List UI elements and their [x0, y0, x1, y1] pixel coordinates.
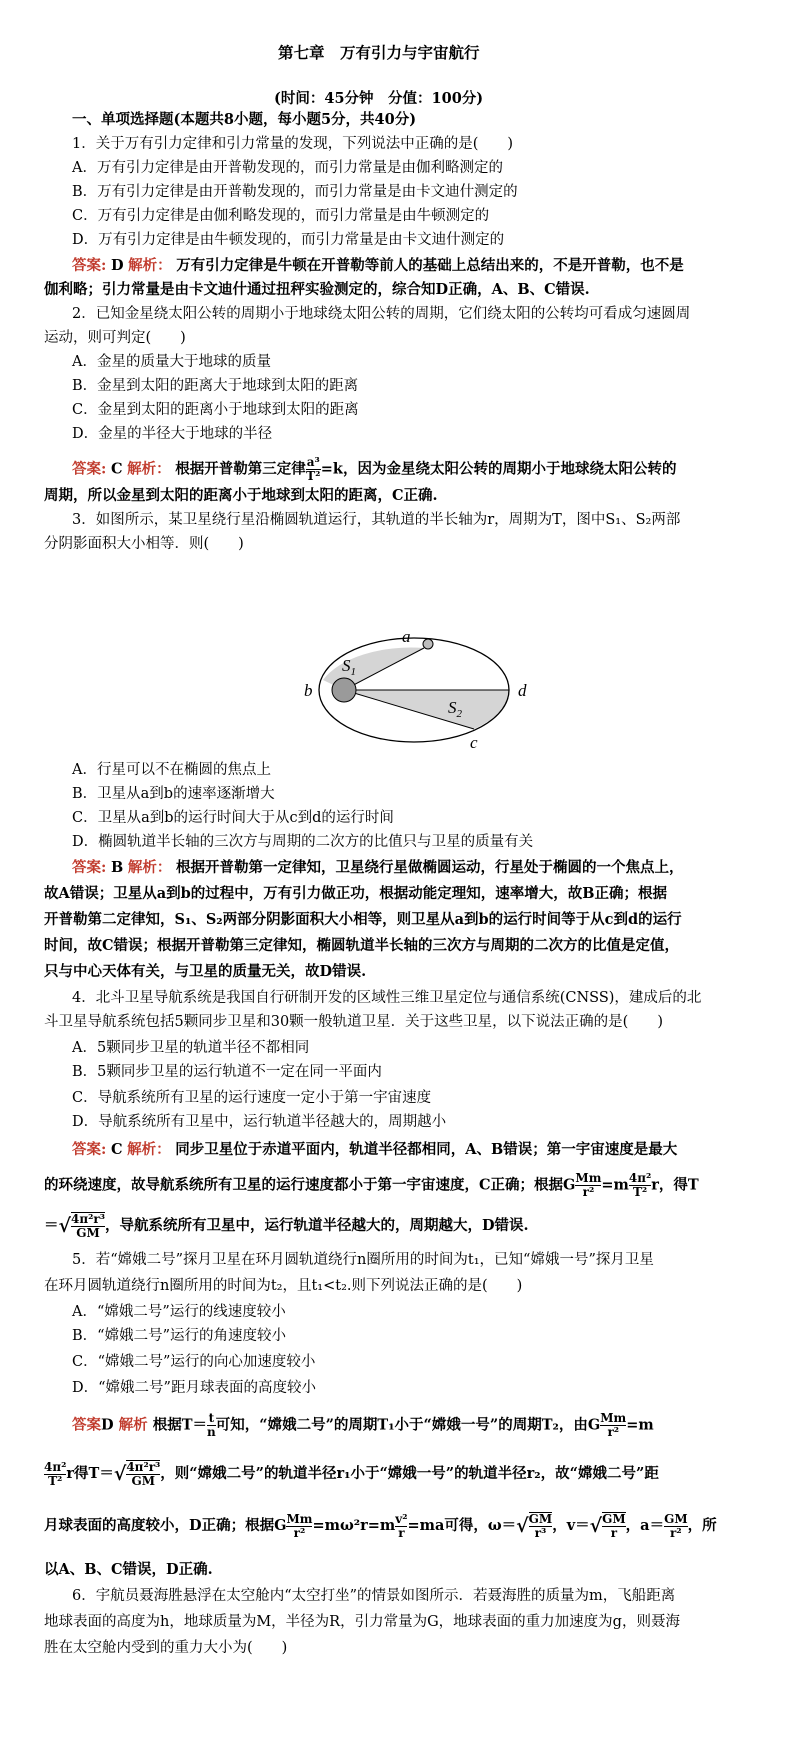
q2-analysis-cont: 周期，所以金星到太阳的距离小于地球到太阳的距离，C正确.	[44, 487, 438, 504]
q6-stem-2: 地球表面的高度为h，地球质量为M，半径为R，引力常量为G，地球表面的重力加速度为g，则聂海	[44, 1614, 680, 1630]
answer-label: 答案:	[72, 460, 107, 478]
answer-label: 答案:	[72, 1141, 107, 1158]
analysis-label: 解析：	[127, 859, 172, 876]
analysis-label: 解析：	[128, 257, 172, 274]
q5-option-c: C．“嫦娥二号”运行的向心加速度较小	[72, 1354, 316, 1370]
area-s2	[344, 690, 509, 729]
q2-analysis: 根据开普勒第三定律	[175, 460, 306, 478]
chapter-title: 第七章 万有引力与宇宙航行	[278, 43, 480, 62]
q5-analysis-3: 月球表面的高度较小，D正确；根据G $\frac{Mm}{\text{r²}}$ =mω²r=m $\frac{\text{v²}}{r}$ =ma可得，ω＝√ $\frac{GM}{\text{r³}}$ ，v＝√ $\frac{GM}{r}$ ，a＝ $\frac{GM}{\text{r²}}$ ，所	[44, 1511, 717, 1540]
analysis-label: 解析	[118, 1416, 148, 1434]
q1-option-d: D．万有引力定律是由牛顿发现的，而引力常量是由卡文迪什测定的	[72, 232, 505, 248]
q4-option-b: B．5颗同步卫星的运行轨道不一定在同一平面内	[72, 1064, 382, 1080]
q3-stem-cont: 分阴影面积大小相等．则( )	[44, 536, 244, 552]
q2-answer-line: 答案: C 解析： 根据开普勒第三定律 $\frac{\text{a³}}{\text{T²}}$ =k，因为金星绕太阳公转的周期小于地球绕太阳公转的	[72, 455, 677, 483]
q4-stem: 4．北斗卫星导航系统是我国自行研制开发的区域性三维卫星定位与通信系统(CNSS)，建成后的北	[72, 990, 702, 1006]
period-formula: $\frac{\text{4π²r³}}{GM}$	[71, 1212, 105, 1240]
q3-analysis-3: 开普勒第二定律知，S₁、S₂两部分阴影面积大小相等，则卫星从a到b的运行时间等于从c到d的运行	[44, 911, 682, 928]
q1-analysis-cont: 伽利略；引力常量是由卡文迪什通过扭秤实验测定的，综合知D正确，A、B、C错误.	[44, 281, 590, 298]
q4-analysis: 同步卫星位于赤道平面内，轨道半径都相同，A、B错误；第一宇宙速度是最大	[175, 1141, 678, 1158]
q3-analysis-4: 时间，故C错误；根据开普勒第三定律知，椭圆轨道半长轴的三次方与周期的二次方的比值是定值，	[44, 937, 680, 954]
q5-answer-line: 答案D 解析 根据T＝ $\frac{t}{n}$ 可知，“嫦娥二号”的周期T₁小于“嫦娥一号”的周期T₂，由G $\frac{Mm}{\text{r²}}$ =m	[72, 1411, 654, 1439]
q3-option-c: C．卫星从a到b的运行时间大于从c到d的运行时间	[72, 810, 394, 826]
analysis-label: 解析：	[127, 1141, 171, 1158]
q1-answer: D	[110, 257, 124, 274]
q3-option-b: B．卫星从a到b的速率逐渐增大	[72, 786, 275, 802]
q4-analysis-2: 的环绕速度，故导航系统所有卫星的运行速度都小于第一宇宙速度，C正确；根据G $\frac{Mm}{\text{r²}}$ =m $\frac{\text{4π²}}{\text{T²}}$ r，得T	[44, 1171, 699, 1199]
q6-stem: 6．宇航员聂海胜悬浮在太空舱内“太空打坐”的情景如图所示．若聂海胜的质量为m，飞船距离	[72, 1588, 676, 1604]
label-s1: $S_1$	[342, 656, 356, 678]
q2-option-c: C．金星到太阳的距离小于地球到太阳的距离	[72, 402, 359, 418]
q2-stem-cont: 运动，则可判定( )	[44, 330, 186, 346]
planet-icon	[332, 678, 356, 702]
q4-stem-cont: 斗卫星导航系统包括5颗同步卫星和30颗一般轨道卫星．关于这些卫星，以下说法正确的是( )	[44, 1014, 663, 1030]
q5-option-d: D．“嫦娥二号”距月球表面的高度较小	[72, 1380, 316, 1396]
answer-label: 答案:	[72, 859, 107, 876]
q1-stem: 1．关于万有引力定律和引力常量的发现，下列说法中正确的是( )	[72, 136, 514, 152]
label-a: a	[402, 627, 411, 646]
q2-answer: C	[110, 460, 123, 478]
label-s2: $S_2$	[448, 698, 462, 720]
kepler-fraction: $\frac{\text{a³}}{\text{T²}}$	[306, 455, 321, 483]
q6-stem-3: 胜在太空舱内受到的重力大小为( )	[44, 1640, 288, 1656]
q3-stem: 3．如图所示，某卫星绕行星沿椭圆轨道运行，其轨道的半长轴为r，周期为T，图中S₁、S₂两部	[72, 512, 681, 528]
centripetal-fraction: $\frac{\text{4π²}}{\text{T²}}$	[628, 1171, 652, 1199]
q4-option-a: A．5颗同步卫星的轨道半径不都相同	[72, 1040, 310, 1056]
q5-answer: D	[101, 1416, 114, 1434]
q2-option-a: A．金星的质量大于地球的质量	[72, 354, 271, 370]
q1-option-b: B．万有引力定律是由开普勒发现的，而引力常量是由卡文迪什测定的	[72, 184, 518, 200]
label-c: c	[470, 733, 478, 752]
q1-answer-line	[72, 256, 684, 276]
q3-option-d: D．椭圆轨道半长轴的三次方与周期的二次方的比值只与卫星的质量有关	[72, 834, 534, 850]
q5-stem-cont: 在环月圆轨道绕行n圈所用的时间为t₂，且t₁<t₂.则下列说法正确的是( )	[44, 1278, 523, 1294]
q1-option-a: A．万有引力定律是由开普勒发现的，而引力常量是由伽利略测定的	[72, 160, 503, 176]
q3-analysis-5: 只与中心天体有关，与卫星的质量无关，故D错误.	[44, 963, 367, 980]
q5-analysis-4: 以A、B、C错误，D正确.	[44, 1561, 213, 1578]
q3-answer-line	[72, 858, 683, 878]
q4-analysis-3: ＝√ $\frac{\text{4π²r³}}{GM}$ ，导航系统所有卫星中，运行轨道半径越大的，周期越大，D错误.	[44, 1212, 529, 1240]
q4-answer-line	[72, 1140, 677, 1160]
analysis-label: 解析：	[127, 460, 171, 478]
q5-analysis-2: $\frac{\text{4π²}}{\text{T²}}$ r得T＝√ $\frac{\text{4π²r³}}{GM}$ ，则“嫦娥二号”的轨道半径r₁小于“嫦娥一号”的轨道半径r₂，故“嫦娥二号”距	[44, 1459, 659, 1488]
satellite-icon	[423, 639, 433, 649]
q2-option-d: D．金星的半径大于地球的半径	[72, 426, 273, 442]
q5-stem: 5．若“嫦娥二号”探月卫星在环月圆轨道绕行n圈所用的时间为t₁，已知“嫦娥一号”探月卫星	[72, 1252, 654, 1268]
label-d: d	[518, 681, 527, 700]
label-b: b	[304, 681, 313, 700]
q3-analysis-2: 故A错误；卫星从a到b的过程中，万有引力做正功，根据动能定理知，速率增大，故B正确；根据	[44, 885, 668, 902]
q5-option-b: B．“嫦娥二号”运行的角速度较小	[72, 1328, 286, 1344]
q4-answer: C	[110, 1141, 123, 1158]
answer-label: 答案:	[72, 257, 107, 274]
gravity-fraction: $\frac{Mm}{\text{r²}}$	[575, 1171, 602, 1199]
q2-option-b: B．金星到太阳的距离大于地球到太阳的距离	[72, 378, 359, 394]
q4-option-c: C．导航系统所有卫星的运行速度一定小于第一宇宙速度	[72, 1090, 432, 1106]
q5-option-a: A．“嫦娥二号”运行的线速度较小	[72, 1304, 286, 1320]
exam-info: (时间：45分钟 分值：100分)	[274, 90, 484, 107]
q3-option-a: A．行星可以不在椭圆的焦点上	[72, 762, 271, 778]
q4-option-d: D．导航系统所有卫星中，运行轨道半径越大的，周期越小	[72, 1114, 447, 1130]
q2-stem: 2．已知金星绕太阳公转的周期小于地球绕太阳公转的周期，它们绕太阳的公转均可看成匀速圆周	[72, 306, 691, 322]
orbit-diagram	[296, 618, 536, 752]
q3-answer: B	[110, 859, 124, 876]
answer-label: 答案	[72, 1416, 101, 1434]
q3-analysis: 根据开普勒第一定律知，卫星绕行星做椭圆运动，行星处于椭圆的一个焦点上，	[175, 859, 684, 876]
q1-option-c: C．万有引力定律是由伽利略发现的，而引力常量是由牛顿测定的	[72, 208, 490, 224]
section-heading: 一、单项选择题(本题共8小题，每小题5分，共40分)	[72, 111, 417, 128]
q1-analysis: 万有引力定律是牛顿在开普勒等前人的基础上总结出来的，不是开普勒，也不是	[176, 257, 684, 274]
